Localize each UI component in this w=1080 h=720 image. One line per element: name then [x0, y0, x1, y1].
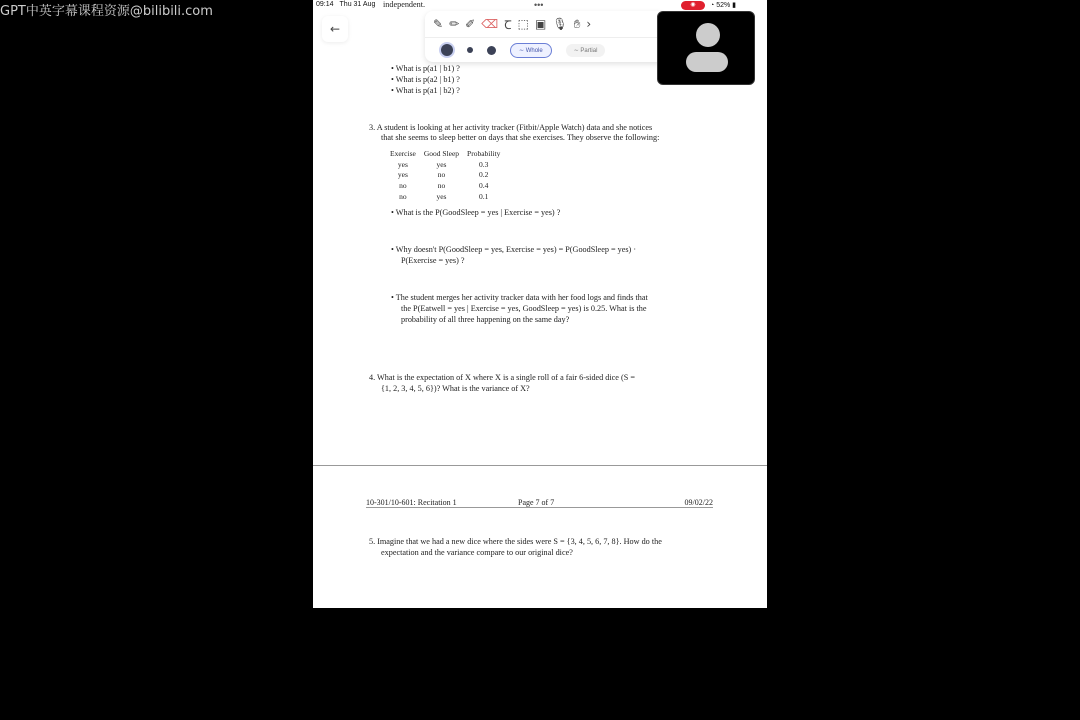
microphone-icon[interactable]: 🎙︎	[552, 17, 568, 31]
more-dots-icon[interactable]: •••	[534, 0, 544, 10]
avatar-body	[686, 52, 728, 72]
q4-line2: {1, 2, 3, 4, 5, 6})? What is the variance of X?	[381, 384, 530, 393]
watermark: GPT中英字幕课程资源@bilibili.com	[0, 4, 213, 19]
battery	[710, 1, 736, 9]
image-icon[interactable]: ▣	[535, 17, 547, 31]
pencil-icon[interactable]: ✏	[449, 17, 460, 31]
date: Thu 31 Aug	[339, 1, 376, 8]
hand-icon[interactable]: ✋︎	[573, 16, 581, 31]
q3b-line1: • Why doesn't P(GoodSleep = yes, Exercise = yes) = P(GoodSleep = yes) ·	[391, 245, 636, 256]
selection-icon[interactable]: ⬚	[517, 17, 529, 31]
cell: 0.4	[479, 181, 489, 191]
chevron-right-icon[interactable]: ›	[586, 17, 592, 31]
footer-left: 10-301/10-601: Recitation 1	[366, 498, 457, 507]
q4-line1: 4. What is the expectation of X where X is a single roll of a fair 6-sided dice (S =	[369, 373, 635, 382]
time: 09:14	[316, 1, 334, 8]
table-row	[386, 160, 504, 171]
pen-icon[interactable]: ✎	[433, 17, 444, 31]
annotation-toolbar	[425, 11, 665, 62]
cell: no	[399, 181, 407, 191]
cell: yes	[397, 170, 408, 180]
table-row	[386, 170, 504, 181]
document-page[interactable]	[313, 0, 767, 608]
cell: yes	[436, 191, 447, 201]
question-prev-1: • What is p(a1 | b1) ?	[391, 64, 460, 75]
cell: 0.3	[479, 159, 489, 169]
q3b-line2: P(Exercise = yes) ?	[401, 256, 465, 265]
question-prev-3: • What is p(a1 | b2) ?	[391, 86, 460, 97]
page-break	[313, 465, 767, 466]
battery-icon: ▮	[730, 2, 736, 9]
erase-partial-button[interactable]	[566, 44, 606, 57]
cell: yes	[436, 159, 447, 169]
text-tool-icon[interactable]: Ꞇ	[504, 17, 512, 32]
table-row	[386, 192, 504, 203]
col-header: Good Sleep	[423, 149, 460, 158]
recording-icon[interactable]: ◉	[681, 1, 705, 10]
back-button[interactable]	[322, 16, 348, 42]
battery-level: 52%	[716, 2, 731, 9]
question-prev-2: • What is p(a2 | b1) ?	[391, 75, 460, 86]
cell: no	[437, 181, 446, 191]
stroke-size-small[interactable]	[467, 47, 473, 53]
whole-label: Whole	[525, 47, 543, 54]
col-header: Probability	[467, 149, 501, 158]
video-overlay[interactable]	[657, 11, 755, 85]
cell: yes	[397, 159, 408, 169]
q3-line1: 3. A student is looking at her activity tracker (Fitbit/Apple Watch) data and she notices	[369, 123, 653, 132]
stroke-size-medium[interactable]	[487, 46, 496, 55]
erase-whole-button[interactable]	[510, 43, 552, 58]
q5-line2: expectation and the variance compare to our original dice?	[381, 548, 573, 557]
q3c-line3: probability of all three happening on the same day?	[401, 315, 570, 324]
q3c-line1: • The student merges her activity tracker data with her food logs and finds that	[391, 293, 648, 304]
arrow-left-icon: ←	[329, 22, 341, 36]
partial-label: Partial	[580, 47, 598, 54]
status-bar	[316, 1, 381, 8]
footer-right: 09/02/22	[684, 498, 713, 507]
footer-center: Page 7 of 7	[518, 498, 555, 507]
q3a: • What is the P(GoodSleep = yes | Exercise = yes) ?	[391, 208, 560, 219]
cell: no	[437, 170, 446, 180]
cell: 0.2	[479, 170, 489, 180]
cell: 0.1	[479, 191, 489, 201]
cell: no	[399, 191, 407, 201]
highlighter-icon[interactable]: ✐	[465, 17, 476, 31]
page-footer	[366, 498, 713, 508]
q3c-line2: the P(Eatwell = yes | Exercise = yes, GoodSleep = yes) is 0.25. What is the	[401, 304, 647, 313]
avatar-head	[696, 23, 720, 47]
wave-icon: ∼	[573, 47, 581, 54]
probability-table	[386, 149, 504, 203]
stroke-size-large[interactable]	[441, 44, 453, 56]
q5-line1: 5. Imagine that we had a new dice where the sides were S = {3, 4, 5, 6, 7, 8}. How do the	[369, 537, 662, 546]
table-row	[386, 181, 504, 192]
wave-icon: ∼	[519, 47, 526, 54]
wifi-icon: ◔	[710, 2, 717, 9]
col-header: Exercise	[390, 149, 416, 158]
cut-text: independent.	[383, 0, 426, 9]
q3-line2: that she seems to sleep better on days that she exercises. They observe the following:	[381, 133, 660, 142]
eraser-icon[interactable]: ⌫	[481, 17, 499, 31]
